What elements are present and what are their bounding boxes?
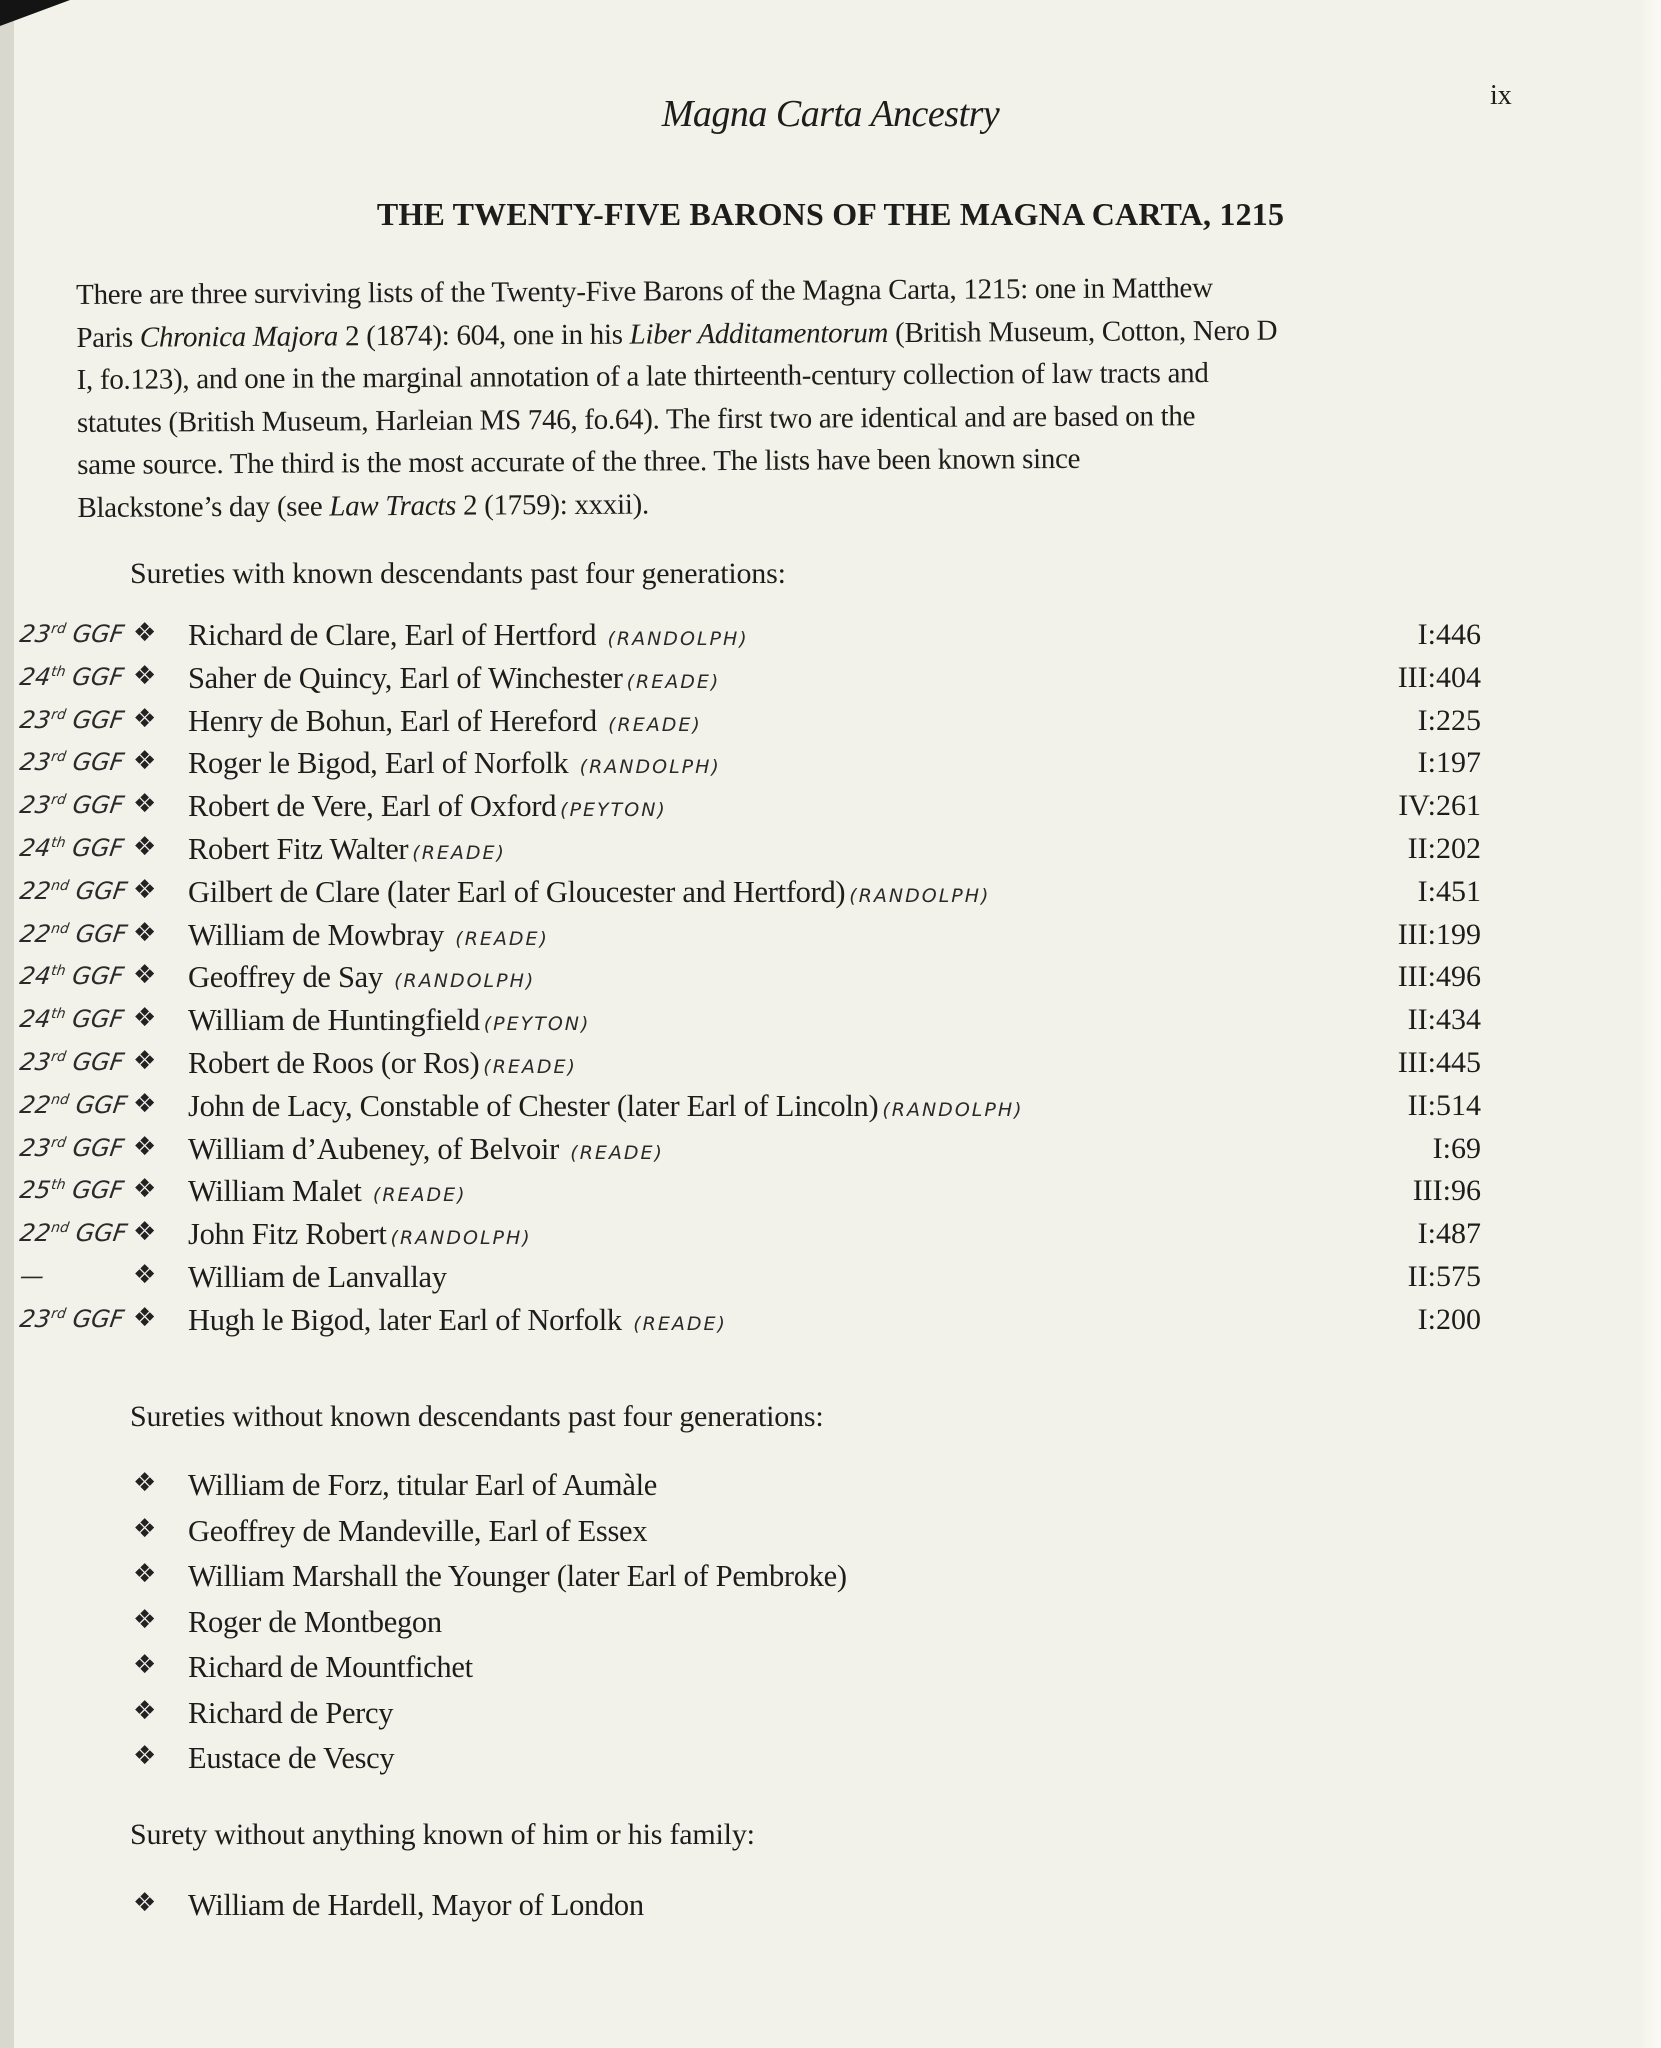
page-corner-shadow	[0, 0, 70, 26]
volume-page-ref: IV:261	[1398, 789, 1481, 823]
hand-suffix: th	[50, 663, 67, 680]
intro-title-liber: Liber Additamentorum	[629, 316, 889, 351]
hand-ggf: GGF	[63, 791, 126, 820]
diamond-bullet-icon: ❖	[133, 1741, 157, 1771]
surety-row	[0, 1260, 1661, 1300]
volume-page-ref: I:200	[1417, 1302, 1481, 1336]
surety-name: Robert Fitz Walter	[188, 832, 409, 866]
hand-number: 22	[18, 919, 53, 948]
hand-ggf: GGF	[63, 748, 126, 777]
surety-name: William de Mowbray	[188, 917, 452, 952]
intro-text: Paris	[76, 321, 140, 354]
surety-name: Richard de Clare, Earl of Hertford	[188, 618, 604, 652]
hand-suffix: nd	[50, 1091, 71, 1108]
volume-page-ref: I:197	[1417, 746, 1481, 780]
handwritten-lineage-note: (PEYTON)	[483, 1013, 591, 1036]
unknown-family-label: Surety without anything known of him or his family:	[130, 1818, 755, 1851]
volume-page-ref: III:404	[1397, 660, 1481, 694]
surety-name-line	[188, 746, 721, 781]
diamond-bullet-icon: ❖	[133, 917, 157, 948]
handwritten-lineage-note: (READE)	[483, 1056, 577, 1078]
volume-page-ref: III:96	[1412, 1174, 1481, 1208]
volume-page-ref: III:496	[1397, 960, 1481, 994]
surety-name-line	[188, 875, 990, 910]
surety-row	[0, 1650, 1661, 1694]
hand-suffix: rd	[50, 749, 68, 766]
hand-number: 24	[18, 834, 53, 862]
diamond-bullet-icon: ❖	[133, 1302, 157, 1333]
surety-name: Richard de Mountfichet	[188, 1650, 473, 1684]
surety-name-line	[188, 1174, 467, 1209]
surety-row	[0, 704, 1661, 744]
diamond-bullet-icon: ❖	[133, 1131, 157, 1162]
surety-name: Saher de Quincy, Earl of Winchester	[188, 660, 623, 695]
hand-ggf: GGF	[66, 919, 129, 948]
surety-row	[0, 1696, 1661, 1740]
hand-number: 23	[18, 791, 53, 820]
diamond-bullet-icon: ❖	[133, 1003, 157, 1034]
hand-number: 24	[18, 962, 53, 991]
intro-text: 2 (1874): 604, one in his	[337, 318, 630, 352]
hand-suffix: rd	[50, 706, 68, 723]
handwritten-lineage-note: (RANDOLPH)	[579, 756, 721, 779]
diamond-bullet-icon: ❖	[133, 1260, 157, 1290]
hand-ggf: GGF	[63, 1304, 126, 1333]
volume-page-ref: I:487	[1417, 1217, 1481, 1251]
hand-number: 22	[18, 1219, 53, 1248]
diamond-bullet-icon: ❖	[133, 1604, 157, 1635]
surety-name-line	[188, 1089, 1024, 1124]
surety-name-line	[188, 960, 535, 995]
intro-line	[77, 478, 1517, 529]
surety-row	[0, 960, 1661, 1000]
hand-ggf: GGF	[66, 876, 129, 905]
surety-name-line	[188, 1046, 577, 1081]
intro-line: I, fo.123), and one in the marginal annotation of a late thirteenth-century collection of law tracts and	[76, 357, 1209, 396]
volume-page-ref: II:434	[1407, 1003, 1481, 1037]
surety-row	[0, 875, 1661, 915]
diamond-bullet-icon: ❖	[133, 618, 157, 648]
surety-name: John Fitz Robert	[188, 1217, 387, 1252]
running-head: Magna Carta Ancestry	[661, 93, 1000, 135]
surety-row	[0, 1046, 1661, 1086]
surety-name: William Marshall the Younger (later Earl of Pembroke)	[188, 1559, 847, 1593]
diamond-bullet-icon: ❖	[133, 1088, 157, 1119]
intro-title-law-tracts: Law Tracts	[329, 489, 457, 522]
surety-row	[0, 789, 1661, 829]
hand-number: 23	[18, 1048, 53, 1076]
intro-line: statutes (British Museum, Harleian MS 746, fo.64). The first two are identical and are based on the	[76, 399, 1196, 439]
diamond-bullet-icon: ❖	[133, 1650, 157, 1680]
intro-line: There are three surviving lists of the Twenty-Five Barons of the Magna Carta, 1215: one in Matthew	[76, 272, 1213, 311]
surety-name-line	[188, 832, 506, 867]
intro-text: 2 (1759): xxxii).	[455, 488, 649, 522]
volume-page-ref: III:199	[1397, 917, 1481, 951]
surety-name: Henry de Bohun, Earl of Hereford	[188, 703, 605, 738]
volume-page-ref: II:514	[1407, 1088, 1481, 1122]
hand-number: 24	[18, 1005, 53, 1034]
surety-name: Robert de Vere, Earl of Oxford	[188, 789, 557, 824]
hand-ggf: GGF	[62, 662, 126, 691]
surety-name: William Malet	[188, 1174, 369, 1209]
surety-name: Roger de Montbegon	[188, 1604, 442, 1639]
hand-ggf: GGF	[63, 620, 126, 648]
hand-suffix: rd	[50, 1134, 68, 1151]
hand-ggf: GGF	[63, 1048, 126, 1076]
surety-row	[0, 1089, 1661, 1129]
surety-row	[0, 918, 1661, 958]
surety-name: William de Lanvallay	[188, 1260, 447, 1294]
surety-name-line	[188, 1217, 532, 1252]
intro-line: same source. The third is the most accurate of the three. The lists have been known since	[77, 442, 1081, 481]
without-descendants-label: Sureties without known descendants past four generations:	[130, 1400, 824, 1433]
handwritten-lineage-note: (PEYTON)	[560, 799, 667, 822]
surety-row	[0, 1174, 1661, 1214]
volume-page-ref: I:451	[1417, 874, 1481, 908]
surety-name: William de Forz, titular Earl of Aumàle	[188, 1468, 658, 1502]
hand-number: 23	[18, 1133, 53, 1162]
hand-number: 23	[18, 748, 53, 777]
intro-paragraph	[76, 265, 1518, 529]
volume-page-ref: III:445	[1397, 1046, 1481, 1079]
hand-number: 23	[18, 1304, 53, 1333]
surety-row	[0, 1559, 1661, 1603]
hand-suffix: rd	[50, 1049, 68, 1065]
surety-row	[0, 746, 1661, 786]
hand-suffix: th	[50, 1006, 67, 1023]
diamond-bullet-icon: ❖	[133, 1695, 157, 1726]
hand-suffix: th	[50, 1177, 67, 1194]
intro-title-chronica: Chronica Majora	[139, 319, 339, 354]
surety-row	[0, 1468, 1661, 1512]
handwritten-lineage-note: (READE)	[372, 1184, 467, 1207]
surety-name: Geoffrey de Mandeville, Earl of Essex	[188, 1513, 648, 1548]
handwritten-lineage-note: (READE)	[412, 842, 506, 864]
hand-number: 24	[18, 662, 53, 691]
surety-name: William de Hardell, Mayor of London	[188, 1888, 644, 1922]
diamond-bullet-icon: ❖	[133, 1217, 157, 1248]
surety-row	[0, 1741, 1661, 1785]
volume-page-ref: I:446	[1417, 618, 1481, 651]
diamond-bullet-icon: ❖	[133, 660, 157, 691]
intro-text: (British Museum, Cotton, Nero D	[888, 314, 1278, 349]
handwritten-lineage-note: (RANDOLPH)	[390, 1227, 532, 1250]
diamond-bullet-icon: ❖	[133, 1174, 157, 1205]
surety-name: Robert de Roos (or Ros)	[188, 1046, 480, 1080]
hand-ggf: GGF	[62, 1005, 126, 1034]
hand-suffix: rd	[50, 621, 68, 637]
handwritten-lineage-note: (READE)	[570, 1141, 664, 1164]
handwritten-lineage-note: (READE)	[633, 1312, 727, 1335]
diamond-bullet-icon: ❖	[133, 703, 157, 734]
volume-page-ref: II:575	[1407, 1260, 1481, 1293]
intro-text: Blackstone’s day (see	[77, 489, 330, 524]
surety-row	[0, 1132, 1661, 1172]
diamond-bullet-icon: ❖	[133, 746, 157, 777]
surety-name-line	[188, 1003, 590, 1038]
volume-page-ref: II:202	[1407, 832, 1481, 865]
surety-row	[0, 1303, 1661, 1343]
surety-name-line	[188, 789, 667, 824]
surety-name: Gilbert de Clare (later Earl of Gloucester and Hertford)	[188, 874, 846, 909]
surety-name-line	[188, 618, 749, 653]
hand-number: 25	[18, 1176, 53, 1205]
hand-ggf: GGF	[66, 1219, 129, 1248]
diamond-bullet-icon: ❖	[133, 1468, 157, 1498]
diamond-bullet-icon: ❖	[133, 1888, 157, 1918]
hand-ggf: GGF	[66, 1090, 129, 1119]
diamond-bullet-icon: ❖	[133, 789, 157, 820]
surety-name-line	[188, 661, 720, 696]
diamond-bullet-icon: ❖	[133, 1513, 157, 1544]
surety-name: Richard de Percy	[188, 1695, 394, 1730]
surety-name: Hugh le Bigod, later Earl of Norfolk	[188, 1302, 630, 1337]
diamond-bullet-icon: ❖	[133, 874, 157, 905]
hand-ggf: GGF	[63, 705, 126, 734]
handwritten-lineage-note: (READE)	[626, 670, 721, 693]
surety-name: Geoffrey de Say	[188, 960, 391, 995]
handwritten-lineage-note: (READE)	[608, 713, 702, 736]
handwritten-lineage-note: (RANDOLPH)	[849, 884, 991, 907]
surety-row	[0, 1003, 1661, 1043]
surety-name-line	[188, 704, 702, 739]
handwritten-lineage-note: (READE)	[455, 927, 549, 950]
diamond-bullet-icon: ❖	[133, 1559, 157, 1589]
hand-number: 22	[18, 876, 53, 905]
diamond-bullet-icon: ❖	[133, 1046, 157, 1076]
hand-suffix: th	[50, 835, 67, 851]
surety-name-line	[188, 1303, 727, 1338]
hand-ggf: GGF	[62, 834, 126, 862]
hand-suffix: th	[50, 963, 67, 980]
surety-name-line	[188, 918, 549, 953]
section-title: THE TWENTY-FIVE BARONS OF THE MAGNA CARTA, 1215	[376, 196, 1285, 232]
hand-ggf: GGF	[63, 1133, 126, 1162]
diamond-bullet-icon: ❖	[133, 960, 157, 991]
diamond-bullet-icon: ❖	[133, 832, 157, 862]
with-descendants-label: Sureties with known descendants past four generations:	[130, 557, 786, 590]
surety-row	[0, 618, 1661, 658]
handwritten-lineage-note: (RANDOLPH)	[882, 1098, 1024, 1121]
handwritten-lineage-note: (RANDOLPH)	[394, 970, 536, 993]
volume-page-ref: I:69	[1432, 1131, 1481, 1165]
hand-number: —	[18, 1262, 46, 1290]
surety-name-line	[188, 1260, 451, 1295]
surety-row	[0, 832, 1661, 872]
hand-ggf: GGF	[62, 1176, 126, 1205]
hand-suffix: rd	[50, 1305, 68, 1322]
surety-name: John de Lacy, Constable of Chester (later Earl of Lincoln)	[188, 1088, 879, 1123]
hand-number: 23	[18, 705, 53, 734]
surety-name: William d’Aubeney, of Belvoir	[188, 1131, 567, 1166]
hand-ggf: GGF	[62, 962, 126, 991]
surety-row	[0, 1217, 1661, 1257]
surety-row	[0, 1514, 1661, 1558]
hand-number: 23	[18, 620, 53, 648]
volume-page-ref: I:225	[1417, 703, 1481, 737]
handwritten-lineage-note: (RANDOLPH)	[607, 628, 749, 650]
surety-row	[0, 1605, 1661, 1649]
hand-number: 22	[18, 1090, 53, 1119]
hand-suffix: nd	[50, 920, 71, 937]
surety-name-line	[188, 1132, 664, 1167]
surety-name: William de Huntingfield	[188, 1003, 480, 1038]
hand-suffix: nd	[50, 1220, 71, 1237]
surety-row	[0, 1888, 1661, 1932]
surety-name: Eustace de Vescy	[188, 1741, 395, 1775]
hand-suffix: rd	[50, 792, 68, 809]
surety-row	[0, 661, 1661, 701]
page-number: ix	[1490, 80, 1512, 111]
hand-suffix: nd	[50, 877, 71, 894]
surety-name: Roger le Bigod, Earl of Norfolk	[188, 746, 576, 781]
